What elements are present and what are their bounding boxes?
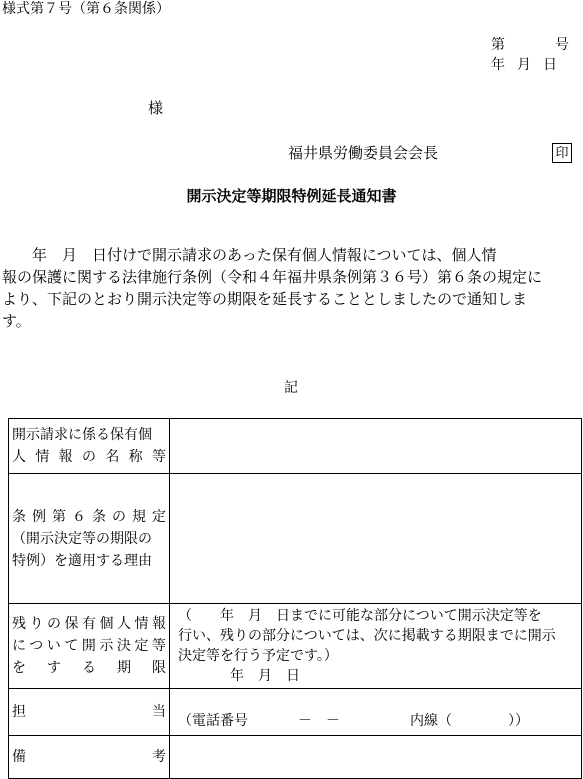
row-label-info-name: 開示請求に係る保有個 人情報の名称等 [9, 419, 170, 474]
addressee-honorific: 様 [148, 99, 164, 117]
notes-value[interactable] [170, 736, 582, 779]
body-line: 報の保護に関する法律施行条例（令和４年福井県条例第３６号）第６条の規定に [2, 268, 543, 286]
detail-table [8, 418, 582, 779]
table-row [9, 689, 582, 736]
issue-date [491, 58, 557, 72]
row-label-notes: 備考 [9, 736, 170, 779]
seal-box: 印 [552, 143, 572, 163]
table-row [9, 474, 582, 604]
form-number-label: 様式第７号（第６条関係） [2, 1, 170, 17]
document-number-prefix: 第 [491, 37, 505, 53]
row-label-contact: 担当 [9, 689, 170, 736]
body-line: 年 月 日付けで開示請求のあった保有個人情報については、個人情 [2, 246, 497, 264]
reason-value[interactable] [170, 474, 582, 604]
table-row [9, 419, 582, 474]
document-number-suffix: 号 [555, 37, 569, 53]
row-label-reason: 条例第６条の規定 （開示決定等の期限の 特例）を適用する理由 [9, 474, 170, 604]
body-line: より、下記のとおり開示決定等の期限を延長することとしましたので通知しま [2, 290, 528, 308]
info-name-value[interactable] [170, 419, 582, 474]
date-month: 月 [517, 57, 531, 73]
body-line: す。 [2, 312, 31, 330]
extension-label: 内線（ [410, 713, 452, 729]
date-day: 日 [543, 57, 557, 73]
document-title: 開示決定等期限特例延長通知書 [186, 187, 397, 205]
contact-value[interactable] [170, 689, 582, 736]
issuer-name: 福井県労働委員会会長 [288, 144, 439, 162]
row-label-remaining-deadline: 残りの保有個人情報 について開示決定等 をする期限 [9, 604, 170, 689]
phone-label: （電話番号 [178, 713, 248, 729]
phone-dashes: － － [298, 713, 340, 729]
extension-close: ）） [508, 713, 529, 729]
ki-heading: 記 [284, 380, 298, 396]
table-row [9, 736, 582, 779]
table-row [9, 604, 582, 689]
date-year: 年 [491, 57, 505, 73]
remaining-deadline-value[interactable]: （ 年 月 日までに可能な部分について開示決定等を 行い、残りの部分については、次に掲載する期限までに開示 決定等を行う予定です。） 年 月 日 [170, 604, 582, 689]
notice-body [2, 244, 580, 332]
